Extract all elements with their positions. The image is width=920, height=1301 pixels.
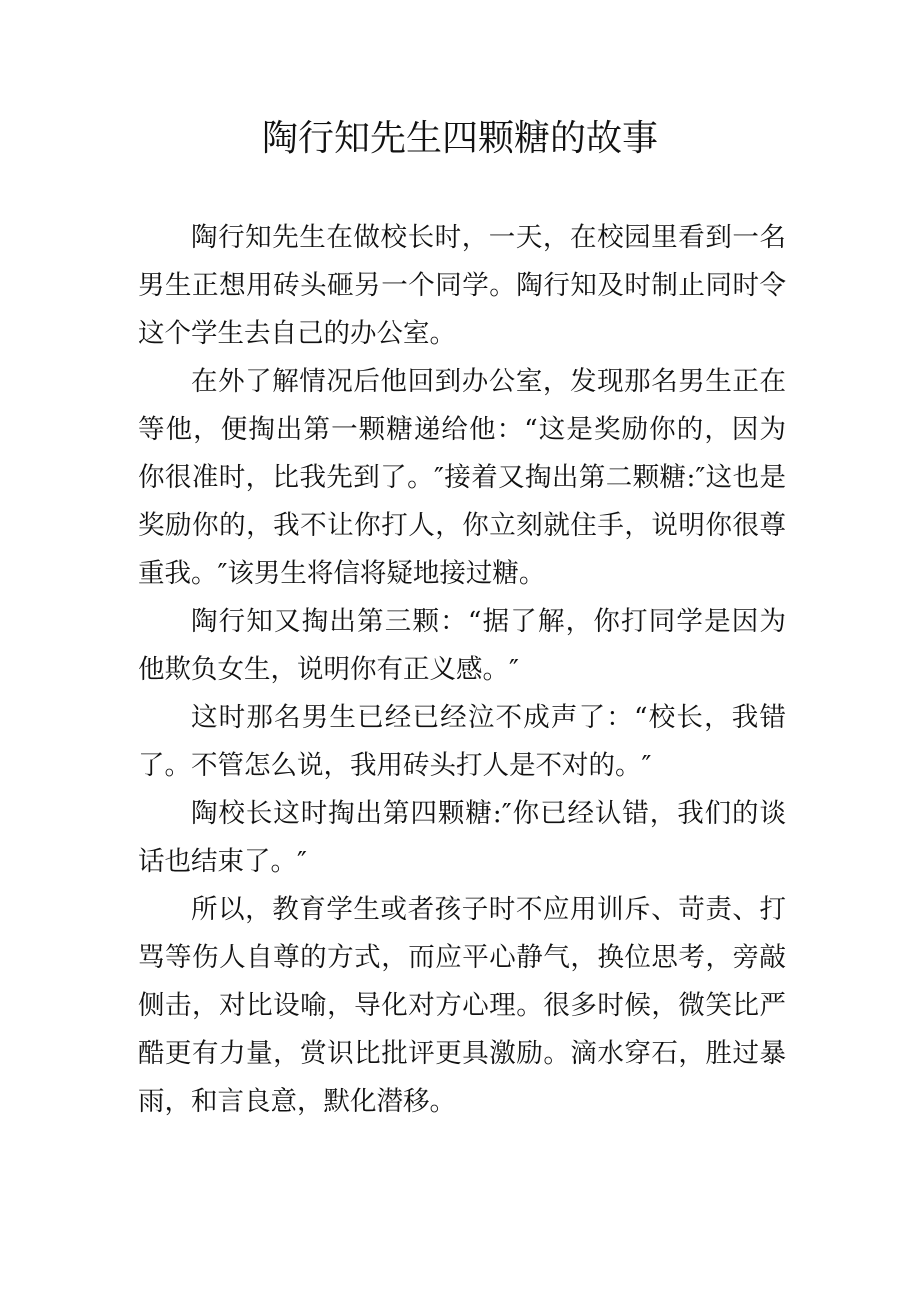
document-title: 陶行知先生四颗糖的故事 bbox=[261, 118, 658, 159]
paragraph-5: 陶校长这时掏出第四颗糖:″你已经认错，我们的谈话也结束了。″ bbox=[138, 798, 786, 877]
paragraph-3: 陶行知又掏出第三颗：“据了解，你打同学是因为他欺负女生，说明你有正义感。″ bbox=[138, 606, 786, 685]
paragraph-4: 这时那名男生已经已经泣不成声了：“校长，我错了。不管怎么说，我用砖头打人是不对的。″ bbox=[138, 702, 786, 781]
paragraph-6: 所以，教育学生或者孩子时不应用训斥、苛责、打骂等伤人自尊的方式，而应平心静气，换位思考，旁敲侧击，对比设喻，导化对方心理。很多时候，微笑比严酷更有力量，赏识比批评更具激励。滴水穿石，胜过暴雨，和言良意，默化潜移。 bbox=[138, 894, 786, 1117]
paragraph-1: 陶行知先生在做校长时，一天，在校园里看到一名男生正想用砖头砸另一个同学。陶行知及时制止同时令这个学生去自己的办公室。 bbox=[138, 222, 786, 349]
document-body bbox=[138, 214, 786, 1126]
paragraph-2: 在外了解情况后他回到办公室，发现那名男生正在等他，便掏出第一颗糖递给他：“这是奖励你的，因为你很准时，比我先到了。″接着又掏出第二颗糖:″这也是奖励你的，我不让你打人，你立刻就住手，说明你很尊重我。″该男生将信将疑地接过糖。 bbox=[138, 366, 786, 589]
